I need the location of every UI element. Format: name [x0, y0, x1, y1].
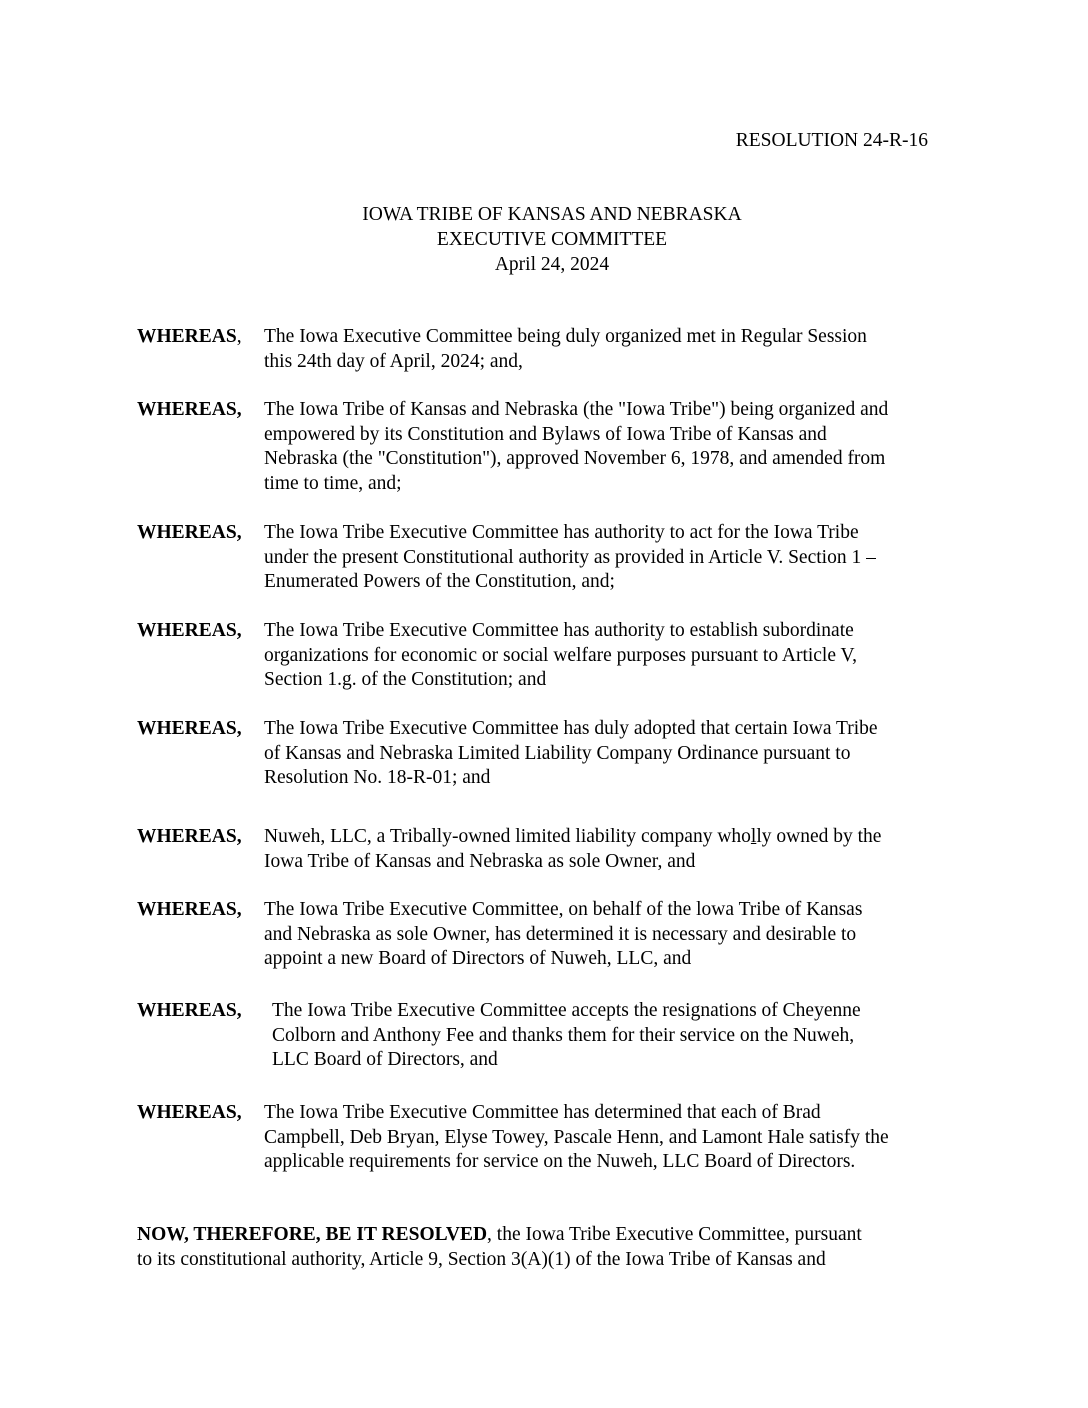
whereas-label: WHEREAS, [137, 826, 242, 847]
heading-tribe-name: IOWA TRIBE OF KANSAS AND NEBRASKA [362, 204, 742, 225]
whereas-label: WHEREAS, [137, 326, 242, 347]
whereas-text: The Iowa Tribe Executive Committee, on behalf of the lowa Tribe of Kansas and Nebraska as sole Owner, has determined it is necessary and desirable to appoint a new Board of Directors of Nuweh, LLC, and [264, 899, 863, 969]
whereas-clause [137, 898, 957, 972]
whereas-label: WHEREAS, [137, 718, 242, 739]
whereas-clause [137, 999, 957, 1073]
whereas-text: Nuweh, LLC, a Tribally-owned limited liability company wholly owned by the Iowa Tribe of Kansas and Nebraska as sole Owner, and [264, 826, 882, 872]
whereas-text: The Iowa Executive Committee being duly organized met in Regular Session this 24th day of April, 2024; and, [264, 326, 867, 372]
whereas-clause [137, 1101, 957, 1175]
whereas-clause [137, 325, 957, 374]
heading-committee: EXECUTIVE COMMITTEE [436, 229, 668, 250]
whereas-text: The Iowa Tribe Executive Committee has duly adopted that certain Iowa Tribe of Kansas and Nebraska Limited Liability Company Ordinance pursuant to Resolution No. 18-R-01; and [264, 718, 878, 788]
whereas-clause [137, 717, 957, 791]
document-heading [0, 203, 1088, 278]
whereas-label: WHEREAS, [137, 1102, 242, 1123]
whereas-clause [137, 825, 957, 874]
whereas-label: WHEREAS, [137, 1000, 242, 1021]
resolved-paragraph: NOW, THEREFORE, BE IT RESOLVED, the Iowa Tribe Executive Committee, pursuant to its constitutional authority, Article 9, Section 3(A)(1) of the Iowa Tribe of Kansas and [137, 1224, 862, 1270]
heading-date: April 24, 2024 [494, 254, 610, 275]
whereas-text: The Iowa Tribe Executive Committee has authority to establish subordinate organizations for economic or social welfare purposes pursuant to Article V, Section 1.g. of the Constitution; and [264, 620, 857, 690]
whereas-text: The Iowa Tribe Executive Committee has authority to act for the Iowa Tribe under the present Constitutional authority as provided in Article V. Section 1 – Enumerated Powers of the Constitution, and; [264, 522, 876, 592]
whereas-text: The Iowa Tribe of Kansas and Nebraska (the "Iowa Tribe") being organized and empowered by its Constitution and Bylaws of Iowa Tribe of Kansas and Nebraska (the "Constitution"), approved November 6, 1978, and amended from time to time, and; [264, 399, 889, 494]
whereas-label: WHEREAS, [137, 899, 242, 920]
whereas-clause [137, 521, 957, 595]
resolved-lead: NOW, THEREFORE, BE IT RESOLVED [137, 1224, 488, 1245]
whereas-text: The Iowa Tribe Executive Committee accepts the resignations of Cheyenne Colborn and Anthony Fee and thanks them for their service on the Nuweh, LLC Board of Directors, and [272, 1000, 861, 1070]
whereas-label: WHEREAS, [137, 399, 242, 420]
whereas-clause [137, 398, 957, 496]
whereas-label: WHEREAS, [137, 522, 242, 543]
resolution-number: RESOLUTION 24-R-16 [735, 130, 928, 151]
whereas-label: WHEREAS, [137, 620, 242, 641]
whereas-text: The Iowa Tribe Executive Committee has determined that each of Brad Campbell, Deb Bryan, Elyse Towey, Pascale Henn, and Lamont Hale satisfy the applicable requirements for service on the Nuweh, LLC Board of Directors. [264, 1102, 889, 1172]
whereas-clause [137, 619, 957, 693]
